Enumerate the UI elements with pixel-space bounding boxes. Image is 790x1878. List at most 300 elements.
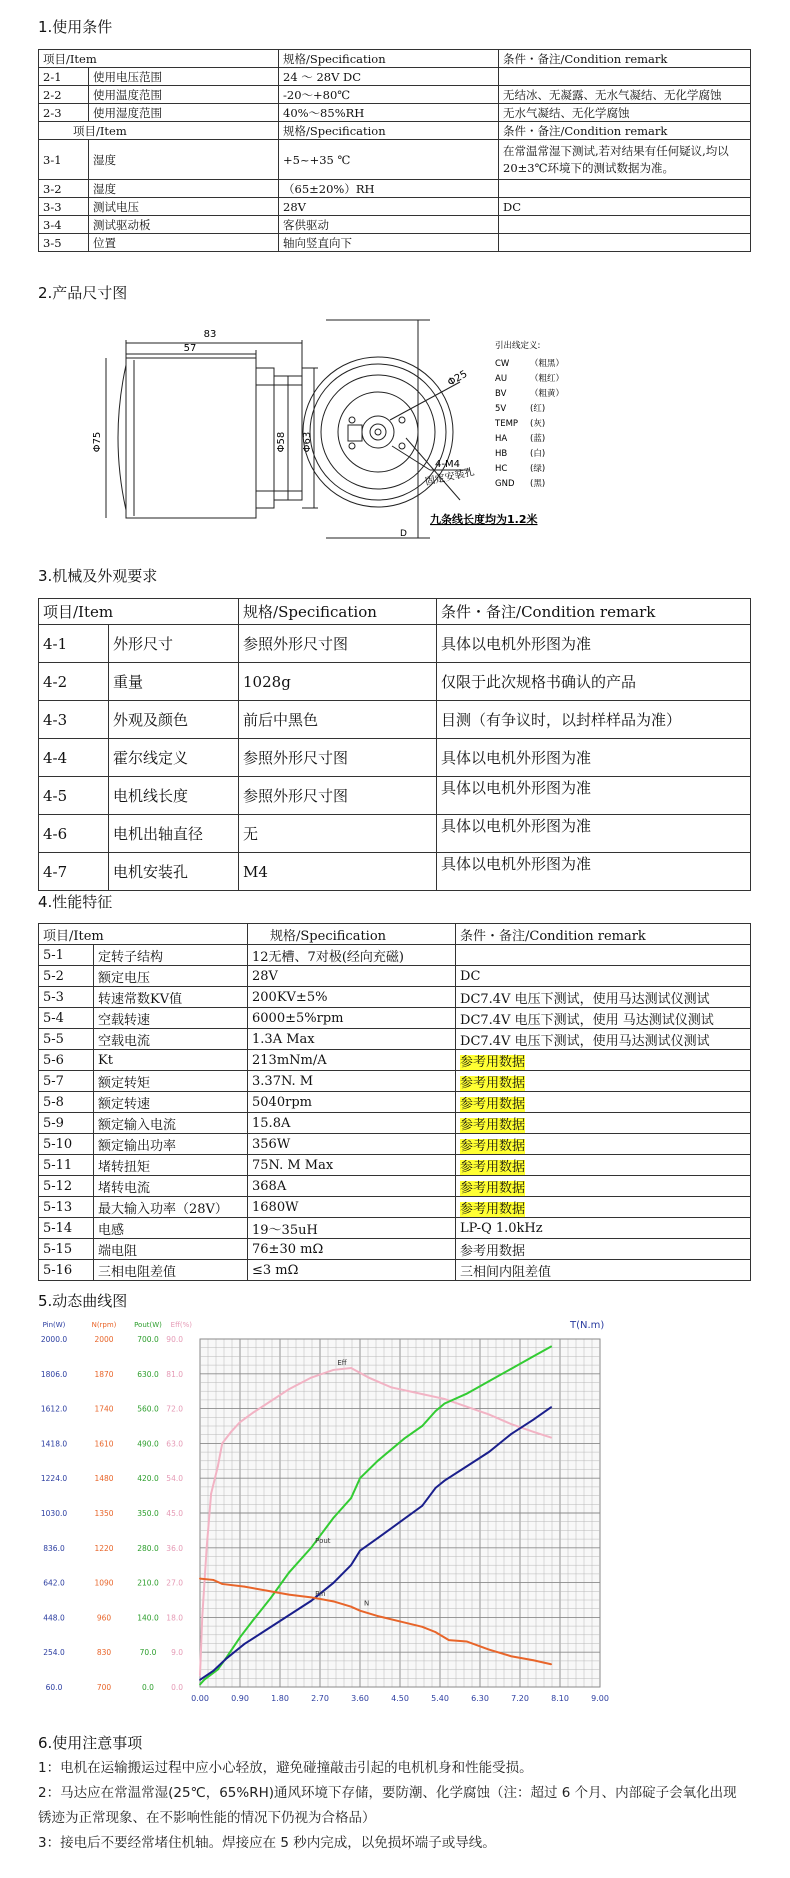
y-tick-label: 140.0: [137, 1613, 159, 1623]
lead-color: （粗黄）: [530, 389, 565, 399]
y-tick-label: 27.0: [166, 1578, 183, 1588]
series-label-n: N: [364, 1599, 370, 1608]
cell-item: 电感: [94, 1218, 248, 1239]
table-row: [39, 663, 751, 701]
header-spec: 规格/Specification: [248, 924, 456, 945]
data-point-n: [466, 1641, 468, 1643]
note-item: 2：马达应在常温常湿(25℃，65%RH)通风环境下存储，要防潮、化学腐蚀（注：超过 6 个月、内部碇子会氧化出现锈迹为正常现象、在不影响性能的情况下仍视为合格品）: [38, 1785, 737, 1826]
y-tick-label: 700.0: [137, 1335, 159, 1344]
section-title-conditions: 1.使用条件: [38, 18, 113, 36]
data-point-n: [532, 1659, 534, 1661]
y-tick-label: 254.0: [43, 1648, 65, 1658]
header-remark: 条件・备注/Condition remark: [499, 122, 751, 140]
y-tick-label: 280.0: [137, 1543, 159, 1553]
table-row: [39, 701, 751, 739]
cell-remark: 具体以电机外形图为准: [437, 625, 751, 663]
y-tick-label: 836.0: [43, 1543, 65, 1553]
data-point-pout: [350, 1497, 352, 1499]
header-spec: 规格/Specification: [279, 122, 499, 140]
data-point-pin: [435, 1487, 437, 1489]
dim-83-label: 83: [203, 329, 217, 340]
y-tick-label: 960: [96, 1613, 112, 1623]
data-point-n: [448, 1639, 450, 1641]
data-point-pin: [199, 1679, 201, 1681]
y-tick-label: 1740: [94, 1404, 114, 1414]
cell-spec: 19～35uH: [248, 1218, 456, 1239]
data-point-n: [421, 1626, 423, 1628]
cell-item: 额定输出功率: [94, 1134, 248, 1155]
y-tick-label: 1350: [94, 1509, 114, 1518]
cell-remark: 无结冰、无凝露、无水气凝结、无化学腐蚀: [499, 86, 751, 104]
data-point-n: [510, 1655, 512, 1657]
cell-no: 3-2: [39, 180, 89, 198]
y-tick-label: 0.0: [171, 1683, 183, 1692]
cell-remark: 无水气凝结、无化学腐蚀: [499, 104, 751, 122]
y-tick-label: 1090: [94, 1578, 114, 1588]
header-remark: 条件・备注/Condition remark: [499, 50, 751, 68]
data-point-pout: [550, 1346, 552, 1348]
lead-name: HA: [495, 434, 508, 444]
header-spec: 规格/Specification: [239, 599, 437, 625]
y-tick-label: 60.0: [45, 1683, 63, 1692]
cell-item: 额定电压: [94, 966, 248, 987]
cell-remark: [499, 234, 751, 252]
cell-remark: DC: [499, 198, 751, 216]
cell-spec: 368A: [248, 1176, 456, 1197]
cell-spec: 76±30 mΩ: [248, 1239, 456, 1260]
cell-spec: 200KV±5%: [248, 987, 456, 1008]
y-tick-label: 700: [96, 1683, 112, 1692]
data-point-eff: [210, 1493, 212, 1495]
data-point-pin: [399, 1521, 401, 1523]
highlight-reference: 参考用数据: [460, 1138, 526, 1154]
data-point-pout: [288, 1572, 290, 1574]
data-point-pout: [404, 1438, 406, 1440]
dim-57-label: 57: [183, 343, 197, 354]
section-title-mechanical: 3.机械及外观要求: [38, 567, 158, 585]
conditions-table: [38, 49, 751, 252]
table-row: [39, 1029, 751, 1050]
series-label-pout: Pout: [315, 1536, 331, 1545]
data-point-n: [212, 1579, 214, 1581]
data-point-n: [221, 1583, 223, 1585]
highlight-reference: 参考用数据: [460, 1117, 526, 1133]
x-tick-label: 4.50: [391, 1694, 409, 1703]
table-row: [39, 216, 751, 234]
cell-spec: 1.3A Max: [248, 1029, 456, 1050]
lead-title: 引出线定义:: [495, 341, 541, 351]
cell-no: 4-7: [39, 853, 109, 891]
y-tick-label: 830: [96, 1648, 112, 1658]
cell-item: 额定转速: [94, 1092, 248, 1113]
x-tick-label: 8.10: [551, 1694, 569, 1703]
y-tick-label: 36.0: [166, 1543, 183, 1553]
table-row: [39, 987, 751, 1008]
table-row: [39, 1050, 751, 1071]
y-tick-label: 18.0: [166, 1613, 183, 1623]
lead-color: (蓝): [530, 434, 546, 444]
cell-no: 4-1: [39, 625, 109, 663]
cell-no: 2-1: [39, 68, 89, 86]
cell-item: 最大输入功率（28V）: [94, 1197, 248, 1218]
table-row: [39, 86, 751, 104]
axis-header: N(rpm): [91, 1321, 117, 1329]
note-item: 1：电机在运输搬运过程中应小心轻放，避免碰撞敲击引起的电机机身和性能受损。: [38, 1760, 533, 1776]
cell-remark: [499, 180, 751, 198]
data-point-eff: [217, 1466, 219, 1468]
data-point-pin: [444, 1480, 446, 1482]
x-tick-label: 3.60: [351, 1694, 369, 1703]
m4-label: 4-M4: [435, 459, 460, 470]
x-tick-label: 7.20: [511, 1694, 529, 1703]
y-tick-label: 63.0: [166, 1439, 183, 1449]
table-row: [39, 739, 751, 777]
cell-no: 5-11: [39, 1155, 94, 1176]
lead-name: TEMP: [495, 419, 519, 429]
cell-remark: DC: [456, 966, 751, 987]
y-tick-label: 90.0: [166, 1335, 183, 1344]
data-point-eff: [390, 1386, 392, 1388]
x-tick-label: 2.70: [311, 1694, 329, 1703]
cell-item: 空载转速: [94, 1008, 248, 1029]
cell-no: 5-4: [39, 1008, 94, 1029]
cell-item: 测试电压: [89, 198, 279, 216]
header-item: 项目/Item: [39, 50, 279, 68]
cell-no: 5-5: [39, 1029, 94, 1050]
cell-no: 5-6: [39, 1050, 94, 1071]
section-title-curve: 5.动态曲线图: [38, 1292, 128, 1310]
y-tick-label: 210.0: [137, 1578, 159, 1588]
motor-body-side: [126, 358, 256, 518]
dynamic-curve-chart: [38, 1314, 750, 1726]
data-point-n: [310, 1596, 312, 1598]
cell-remark: [456, 945, 751, 966]
data-point-n: [244, 1586, 246, 1588]
data-point-eff: [368, 1377, 370, 1379]
y-tick-label: 54.0: [166, 1474, 183, 1484]
y-tick-label: 1610: [94, 1439, 114, 1449]
cell-no: 4-3: [39, 701, 109, 739]
data-point-pin: [532, 1419, 534, 1421]
data-point-pin: [226, 1657, 228, 1659]
data-point-pout: [199, 1684, 201, 1686]
table-row: [39, 198, 751, 216]
cell-remark: [456, 1050, 751, 1071]
cell-no: 2-3: [39, 104, 89, 122]
lead-name: HB: [495, 449, 508, 459]
cell-item: 定转子结构: [94, 945, 248, 966]
data-point-n: [266, 1590, 268, 1592]
y-tick-label: 9.0: [171, 1648, 183, 1658]
data-point-eff: [310, 1377, 312, 1379]
cell-item: 电机线长度: [109, 777, 239, 815]
table-row: [39, 234, 751, 252]
data-point-pin: [212, 1670, 214, 1672]
cell-item: 三相电阻差值: [94, 1260, 248, 1281]
lead-color: （粗红）: [530, 374, 565, 384]
data-point-eff: [510, 1423, 512, 1425]
cell-remark: 具体以电机外形图为准: [437, 739, 751, 777]
cell-no: 5-8: [39, 1092, 94, 1113]
data-point-n: [288, 1594, 290, 1596]
table-row: [39, 1197, 751, 1218]
data-point-n: [435, 1631, 437, 1633]
cell-spec: 轴向竖直向下: [279, 234, 499, 252]
cell-item: 外形尺寸: [109, 625, 239, 663]
cell-item: Kt: [94, 1050, 248, 1071]
header-item: 项目/Item: [39, 122, 279, 140]
cell-spec: 12无槽、7对极(经向充磁): [248, 945, 456, 966]
data-point-pin: [488, 1451, 490, 1453]
y-tick-label: 1612.0: [40, 1404, 68, 1414]
cell-remark: 具体以电机外形图为准: [437, 815, 751, 853]
table-row: [39, 945, 751, 966]
x-tick-label: 0.00: [191, 1694, 209, 1703]
data-point-eff: [288, 1388, 290, 1390]
cell-spec: 参照外形尺寸图: [239, 777, 437, 815]
cell-no: 4-6: [39, 815, 109, 853]
data-point-eff: [466, 1406, 468, 1408]
y-tick-label: 45.0: [166, 1509, 183, 1518]
cell-item: 空载电流: [94, 1029, 248, 1050]
notes-list: [38, 1756, 750, 1856]
cell-spec: 28V: [248, 966, 456, 987]
section-title-performance: 4.性能特征: [38, 893, 113, 911]
y-tick-label: 0.0: [142, 1683, 154, 1692]
mechanical-table: [38, 598, 751, 891]
wire-length-label: 九条线长度均为1.2米: [430, 513, 538, 526]
y-tick-label: 1480: [94, 1474, 114, 1484]
cell-no: 3-3: [39, 198, 89, 216]
lead-name: BV: [495, 389, 507, 399]
data-point-pin: [350, 1564, 352, 1566]
cell-item: 使用电压范围: [89, 68, 279, 86]
cell-spec: 客供驱动: [279, 216, 499, 234]
data-point-n: [377, 1615, 379, 1617]
cell-remark: 目测（有争议时，以封样样品为准）: [437, 701, 751, 739]
x-tick-label: 5.40: [431, 1694, 449, 1703]
axis-header: Pin(W): [42, 1321, 66, 1329]
header-item: 项目/Item: [39, 924, 248, 945]
cell-spec: 75N. M Max: [248, 1155, 456, 1176]
cell-spec: 15.8A: [248, 1113, 456, 1134]
lead-name: AU: [495, 374, 508, 384]
cell-no: 4-5: [39, 777, 109, 815]
highlight-reference: 参考用数据: [460, 1159, 526, 1175]
table-row: [39, 1113, 751, 1134]
cell-no: 5-3: [39, 987, 94, 1008]
cell-spec: 参照外形尺寸图: [239, 625, 437, 663]
y-tick-label: 642.0: [43, 1578, 65, 1588]
y-tick-label: 1806.0: [40, 1369, 68, 1379]
data-point-pout: [217, 1669, 219, 1671]
performance-rows: [39, 945, 751, 1281]
cell-remark: DC7.4V 电压下测试，使用马达测试仪测试: [456, 987, 751, 1008]
data-point-pout: [359, 1477, 361, 1479]
data-point-pin: [550, 1406, 552, 1408]
cell-item: 堵转扭矩: [94, 1155, 248, 1176]
table-row: [39, 1218, 751, 1239]
cell-spec: 28V: [279, 198, 499, 216]
cell-item: 电机出轴直径: [109, 815, 239, 853]
table-row: [39, 1260, 751, 1281]
cell-no: 5-12: [39, 1176, 94, 1197]
x-tick-label: 9.00: [591, 1694, 609, 1703]
data-point-pout: [435, 1410, 437, 1412]
dimension-drawing: [90, 310, 650, 545]
cell-remark: 三相间内阻差值: [456, 1260, 751, 1281]
table-row: [39, 966, 751, 987]
y-tick-label: 560.0: [137, 1404, 159, 1414]
cell-item: 使用温度范围: [89, 86, 279, 104]
header-remark: 条件・备注/Condition remark: [437, 599, 751, 625]
header-item: 项目/Item: [39, 599, 239, 625]
data-point-pout: [204, 1679, 206, 1681]
cell-spec: ≤3 mΩ: [248, 1260, 456, 1281]
cell-item: 湿度: [89, 180, 279, 198]
cell-spec: 3.37N. M: [248, 1071, 456, 1092]
cell-no: 5-15: [39, 1239, 94, 1260]
cell-spec: 前后中黑色: [239, 701, 437, 739]
y-tick-label: 630.0: [137, 1369, 159, 1379]
data-point-pin: [466, 1465, 468, 1467]
cell-no: 2-2: [39, 86, 89, 104]
cell-no: 5-1: [39, 945, 94, 966]
cell-spec: 356W: [248, 1134, 456, 1155]
cell-spec: （65±20%）RH: [279, 180, 499, 198]
data-point-eff: [199, 1675, 201, 1677]
cell-spec: 213mNm/A: [248, 1050, 456, 1071]
dim-75-label: Φ75: [92, 431, 103, 453]
table-header-row: [39, 122, 751, 140]
table-row: [39, 1239, 751, 1260]
table-row: [39, 1155, 751, 1176]
cell-remark: [456, 1113, 751, 1134]
table-header-row: [39, 50, 751, 68]
y-tick-label: 70.0: [139, 1648, 157, 1658]
highlight-reference: 参考用数据: [460, 1201, 526, 1217]
note-item: 3：接电后不要经常堵住机轴。焊接应在 5 秒内完成，以免损坏端子或导线。: [38, 1835, 496, 1851]
data-point-pin: [332, 1582, 334, 1584]
x-tick-label: 6.30: [471, 1694, 489, 1703]
cell-item: 位置: [89, 234, 279, 252]
section-title-notes: 6.使用注意事项: [38, 1734, 143, 1752]
table-row: [39, 815, 751, 853]
highlight-reference: 参考用数据: [460, 1054, 526, 1070]
lead-color: (绿): [530, 464, 546, 474]
cell-remark: [456, 1092, 751, 1113]
cell-no: 5-13: [39, 1197, 94, 1218]
table-row: [39, 1071, 751, 1092]
cell-remark: DC7.4V 电压下测试，使用马达测试仪测试: [456, 1029, 751, 1050]
data-point-pin: [510, 1433, 512, 1435]
data-point-eff: [239, 1421, 241, 1423]
cell-remark: [456, 1197, 751, 1218]
lead-color: (灰): [530, 419, 546, 429]
cell-remark: 具体以电机外形图为准: [437, 853, 751, 891]
data-point-eff: [252, 1412, 254, 1414]
cell-spec: M4: [239, 853, 437, 891]
cell-item: 霍尔线定义: [109, 739, 239, 777]
cell-item: 额定输入电流: [94, 1113, 248, 1134]
data-point-eff: [350, 1367, 352, 1369]
data-point-pin: [266, 1629, 268, 1631]
table-row: [39, 180, 751, 198]
cell-spec: 参照外形尺寸图: [239, 739, 437, 777]
table-row: [39, 853, 751, 891]
lead-name: HC: [495, 464, 508, 474]
data-point-pin: [359, 1550, 361, 1552]
cell-spec: 24 ～ 28V DC: [279, 68, 499, 86]
data-point-pout: [270, 1597, 272, 1599]
data-point-eff: [417, 1392, 419, 1394]
lead-name: GND: [495, 479, 515, 489]
data-point-eff: [444, 1398, 446, 1400]
header-spec: 规格/Specification: [279, 50, 499, 68]
y-tick-label: 1870: [94, 1369, 114, 1379]
table-row: [39, 1008, 751, 1029]
cell-remark: 在常温常湿下测试,若对结果有任何疑议,均以20±3℃环境下的测试数据为准。: [499, 140, 751, 180]
cell-spec: 1680W: [248, 1197, 456, 1218]
table-header-row: [39, 924, 751, 945]
data-point-pout: [510, 1368, 512, 1370]
cell-item: 额定转矩: [94, 1071, 248, 1092]
cell-remark: [499, 216, 751, 234]
data-point-n: [359, 1610, 361, 1612]
cell-no: 5-14: [39, 1218, 94, 1239]
dim-58-label: Φ58: [276, 431, 287, 453]
lead-color: (白): [530, 449, 546, 459]
data-point-pin: [421, 1505, 423, 1507]
cell-remark: 具体以电机外形图为准: [437, 777, 751, 815]
data-point-pin: [310, 1600, 312, 1602]
table-row: [39, 1134, 751, 1155]
table-row: [39, 777, 751, 815]
section-title-dimensions: 2.产品尺寸图: [38, 284, 128, 302]
data-point-eff: [230, 1431, 232, 1433]
cell-remark: [456, 1155, 751, 1176]
data-point-eff: [550, 1437, 552, 1439]
y-tick-label: 2000: [94, 1335, 114, 1344]
table-row: [39, 1176, 751, 1197]
cell-no: 3-4: [39, 216, 89, 234]
cell-remark: [456, 1071, 751, 1092]
highlight-reference: 参考用数据: [460, 1180, 526, 1196]
series-label-pin: Pin: [315, 1589, 326, 1598]
cell-spec: 无: [239, 815, 437, 853]
lead-color: (红): [530, 404, 546, 414]
cell-item: 重量: [109, 663, 239, 701]
cell-no: 5-9: [39, 1113, 94, 1134]
y-tick-label: 1030.0: [40, 1509, 68, 1518]
data-point-n: [350, 1606, 352, 1608]
data-point-pout: [332, 1517, 334, 1519]
dim-25-label: Φ25: [446, 368, 470, 389]
data-point-eff: [270, 1400, 272, 1402]
y-tick-label: 1418.0: [40, 1439, 68, 1449]
axis-header: Pout(W): [134, 1321, 162, 1329]
cell-remark: [499, 68, 751, 86]
data-point-pout: [532, 1356, 534, 1358]
table-row: [39, 140, 751, 180]
cell-no: 5-16: [39, 1260, 94, 1281]
cell-no: 3-5: [39, 234, 89, 252]
table-header-row: [39, 599, 751, 625]
cell-item: 湿度: [89, 140, 279, 180]
data-point-pin: [288, 1614, 290, 1616]
data-point-eff: [532, 1431, 534, 1433]
cell-remark: LP-Q 1.0kHz: [456, 1218, 751, 1239]
